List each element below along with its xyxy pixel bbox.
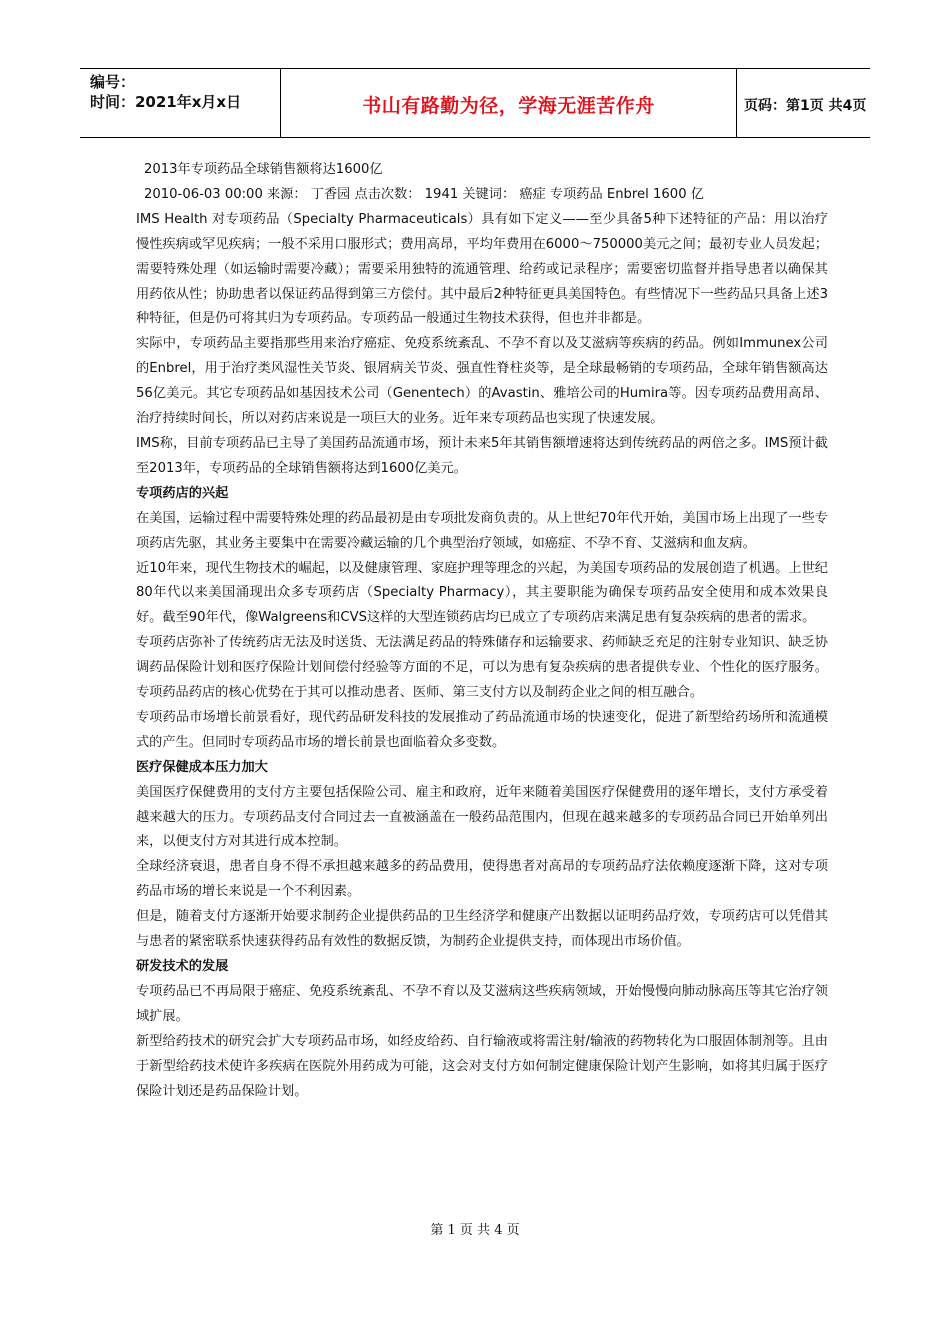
paragraph: 实际中，专项药品主要指那些用来治疗癌症、免疫系统紊乱、不孕不育以及艾滋病等疾病的药品。例如Immunex公司的Enbrel，用于治疗类风湿性关节炎、银屑病关节炎、强直性脊柱炎等，是全球最畅销的专项药品，全球年销售额高达56亿美元。其它专项药品如基因技术公司（Genentech）的Avastin、雅培公司的Humira等。因专项药品费用高昂、治疗持续时间长，所以对药店来说是一项巨大的业务。近年来专项药品也实现了快速发展。	[136, 336, 828, 427]
paragraph: IMS称，目前专项药品已主导了美国药品流通市场，预计未来5年其销售额增速将达到传统药品的两倍之多。IMS预计截至2013年，专项药品的全球销售额将达到1600亿美元。	[136, 435, 828, 476]
header-table	[80, 68, 870, 138]
paragraph: 近10年来，现代生物技术的崛起，以及健康管理、家庭护理等理念的兴起，为美国专项药品的发展创造了机遇。上世纪80年代以来美国涌现出众多专项药店（Specialty Pharmacy），其主要职能为确保专项药品安全使用和成本效果良好。截至90年代，像Walgreens和CVS这样的大型连锁药店均已成立了专项药店来满足患有复杂疾病的患者的需求。	[136, 560, 828, 626]
paragraph: 在美国，运输过程中需要特殊处理的药品最初是由专项批发商负责的。从上世纪70年代开始，美国市场上出现了一些专项药店先驱，其业务主要集中在需要冷藏运输的几个典型治疗领域，如癌症、不孕不育、艾滋病和血友病。	[136, 510, 828, 551]
page-info: 页码：第1页 共4页	[744, 98, 867, 114]
section-heading: 医疗保健成本压力加大	[136, 759, 268, 775]
section-heading: 研发技术的发展	[136, 959, 229, 974]
article-title: 2013年专项药品全球销售额将达1600亿	[144, 162, 383, 177]
paragraph: 新型给药技术的研究会扩大专项药品市场，如经皮给药、自行输液或将需注射/输液的药物转化为口服固体制剂等。且由于新型给药技术使许多疾病在医院外用药成为可能，这会对支付方如何制定健康保险计划产生影响，如将其归属于医疗保险计划还是药品保险计划。	[136, 1033, 828, 1099]
paragraph: 专项药品市场增长前景看好，现代药品研发科技的发展推动了药品流通市场的快速变化，促进了新型给药场所和流通模式的产生。但同时专项药品市场的增长前景也面临着众多变数。	[136, 709, 828, 750]
paragraph: 专项药店弥补了传统药店无法及时送货、无法满足药品的特殊储存和运输要求、药师缺乏充足的注射专业知识、缺乏协调药品保险计划和医疗保险计划间偿付经验等方面的不足，可以为患有复杂疾病的患者提供专业、个性化的医疗服务。专项药品药店的核心优势在于其可以推动患者、医师、第三支付方以及制药企业之间的相互融合。	[136, 635, 828, 701]
article-meta: 2010-06-03 00:00 来源： 丁香园 点击次数： 1941 关键词： 癌症 专项药品 Enbrel 1600 亿	[144, 186, 704, 202]
paragraph: 但是，随着支付方逐渐开始要求制药企业提供药品的卫生经济学和健康产出数据以证明药品疗效，专项药店可以凭借其与患者的紧密联系快速获得药品有效性的数据反馈，为制药企业提供支持，而体现出市场价值。	[136, 909, 828, 950]
header-page-cell	[736, 69, 870, 137]
number-label: 编号：	[90, 73, 136, 91]
paragraph: 专项药品已不再局限于癌症、免疫系统紊乱、不孕不育以及艾滋病这些疾病领域，开始慢慢向肺动脉高压等其它治疗领域扩展。	[136, 983, 828, 1024]
paragraph: 美国医疗保健费用的支付方主要包括保险公司、雇主和政府，近年来随着美国医疗保健费用的逐年增长，支付方承受着越来越大的压力。专项药品支付合同过去一直被涵盖在一般药品范围内，但现在越来越多的专项药品合同已开始单列出来，以便支付方对其进行成本控制。	[136, 784, 828, 850]
paragraph: 全球经济衰退，患者自身不得不承担越来越多的药品费用，使得患者对高昂的专项药品疗法依赖度逐渐下降，这对专项药品市场的增长来说是一个不利因素。	[136, 859, 828, 900]
article-body	[136, 158, 828, 1104]
paragraph: IMS Health 对专项药品（Specialty Pharmaceuticals）具有如下定义——至少具备5种下述特征的产品：用以治疗慢性疾病或罕见疾病；一般不采用口服形式；费用高昂，平均年费用在6000～750000美元之间；最初专业人员发起；需要特殊处理（如运输时需要冷藏）；需要采用独特的流通管理、给药或记录程序；需要密切监督并指导患者以确保其用药依从性；协助患者以保证药品得到第三方偿付。其中最后2种特征更具美国特色。有些情况下一些药品只具备上述3种特征，但是仍可将其归为专项药品。专项药品一般通过生物技术获得，但也并非都是。	[136, 211, 828, 327]
page-footer: 第 1 页 共 4 页	[430, 1223, 520, 1238]
section-heading: 专项药店的兴起	[136, 485, 229, 501]
header-info-cell	[80, 69, 280, 137]
motto: 书山有路勤为径，学海无涯苦作舟	[362, 95, 655, 117]
header-motto-cell	[280, 69, 737, 137]
time-label: 时间：2021年x月x日	[90, 93, 242, 111]
